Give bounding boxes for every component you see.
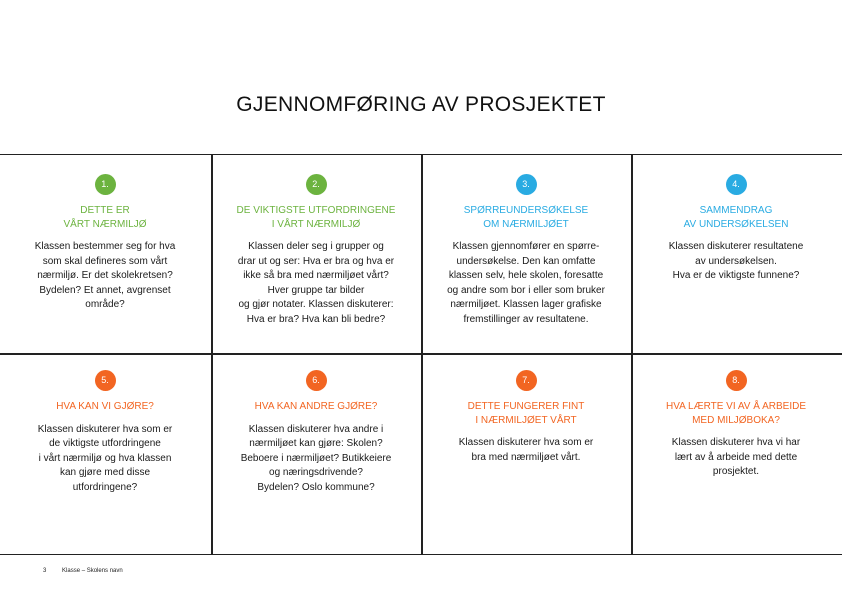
step-number-badge: 5.	[95, 370, 116, 391]
step-cell-3	[421, 174, 631, 327]
step-heading: HVA KAN ANDRE GJØRE?	[254, 401, 378, 412]
step-cell-8	[631, 370, 841, 480]
step-cell-2	[211, 174, 421, 327]
step-heading: DETTE ER VÅRT NÆRMILJØ	[63, 205, 147, 230]
step-description: Klassen diskuterer hva som er de viktigste utfordringene i vårt nærmiljø og hva klassen kan gjøre med disse utfordringene?	[37, 423, 173, 493]
step-heading: HVA LÆRTE VI AV Å ARBEIDE MED MILJØBOKA?	[665, 401, 807, 426]
step-description: Klassen diskuterer hva andre i nærmiljøet kan gjøre: Skolen? Beboere i nærmiljøet? Butikkeiere og næringsdrivende? Bydelen? Oslo kommune?	[240, 423, 392, 493]
step-heading: SAMMENDRAG AV UNDERSØKELSEN	[683, 205, 789, 230]
step-number-badge: 6.	[306, 370, 327, 391]
process-grid	[0, 154, 842, 555]
page-number: 3	[43, 568, 47, 574]
step-description: Klassen diskuterer hva som er bra med nærmiljøet vårt.	[458, 437, 594, 463]
step-cell-6	[211, 370, 421, 495]
step-number-badge: 8.	[726, 370, 747, 391]
page-footer	[43, 568, 123, 574]
step-heading: DETTE FUNGERER FINT I NÆRMILJØET VÅRT	[467, 401, 585, 426]
page-title: GJENNOMFØRING AV PROSJEKTET	[236, 93, 606, 116]
step-description: Klassen diskuterer resultatene av undersøkelsen. Hva er de viktigste funnene?	[668, 241, 804, 281]
step-number-badge: 2.	[306, 174, 327, 195]
footer-text: Klasse – Skolens navn	[62, 568, 123, 574]
step-cell-7	[421, 370, 631, 465]
step-cell-4	[631, 174, 841, 284]
step-cell-1	[0, 174, 210, 313]
step-number-badge: 3.	[516, 174, 537, 195]
step-description: Klassen deler seg i grupper og drar ut og ser: Hva er bra og hva er ikke så bra med nærmiljøet vårt? Hver gruppe tar bilder og gjør notater. Klassen diskuterer: Hva er bra? Hva kan bli bedre?	[237, 241, 395, 325]
step-description: Klassen gjennomfører en spørre- undersøkelse. Den kan omfatte klassen selv, hele skolen, foresatte og andre som bor i eller som bruker nærmiljøet. Klassen lager grafiske fremstillinger av resultatene.	[447, 241, 605, 325]
step-number-badge: 1.	[95, 174, 116, 195]
step-description: Klassen diskuterer hva vi har lært av å arbeide med dette prosjektet.	[671, 437, 801, 477]
step-heading: DE VIKTIGSTE UTFORDRINGENE I VÅRT NÆRMILJØ	[236, 205, 396, 230]
step-cell-5	[0, 370, 210, 495]
step-description: Klassen bestemmer seg for hva som skal defineres som vårt nærmiljø. Er det skolekretsen? Bydelen? Et annet, avgrenset område?	[34, 241, 176, 310]
row-divider	[0, 353, 842, 355]
step-number-badge: 4.	[726, 174, 747, 195]
step-heading: HVA KAN VI GJØRE?	[56, 401, 154, 412]
step-heading: SPØRREUNDERSØKELSE OM NÆRMILJØET	[463, 205, 589, 230]
step-number-badge: 7.	[516, 370, 537, 391]
